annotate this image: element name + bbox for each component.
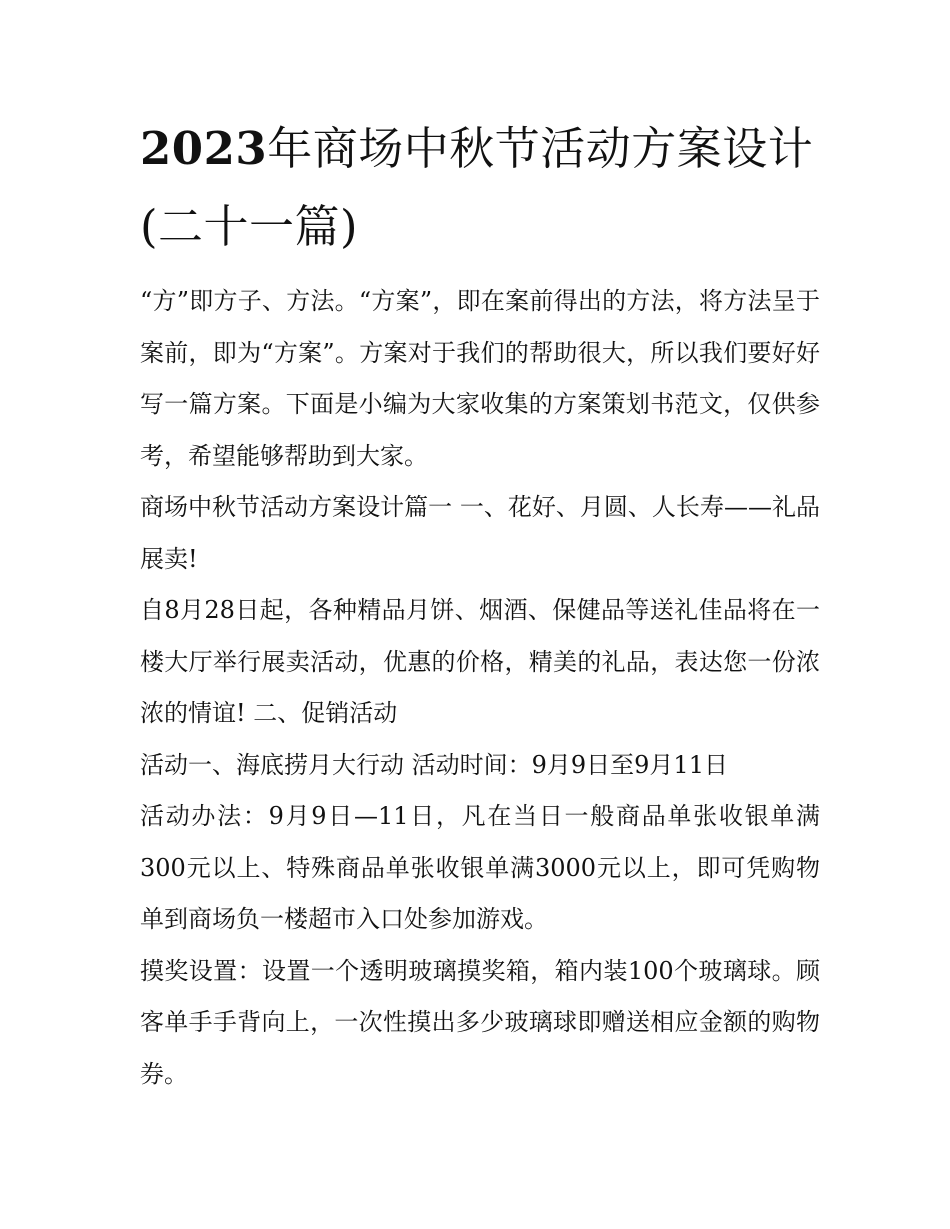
intro-paragraph: “方”即方子、方法。“方案”，即在案前得出的方法，将方法呈于案前，即为“方案”。方案对于我们的帮助很大，所以我们要好好写一篇方案。下面是小编为大家收集的方案策划书范文，仅供参考，希望能够帮助到大家。 [140,287,820,470]
document-body [140,276,820,1100]
activity-method-paragraph: 活动办法：9月9日—11日，凡在当日一般商品单张收银单满300元以上、特殊商品单张收银单满3000元以上，即可凭购物单到商场负一楼超市入口处参加游戏。 [140,802,820,933]
document-title [140,110,820,266]
section-heading-paragraph: 商场中秋节活动方案设计篇一 一、花好、月圆、人长寿——礼品展卖! [140,493,820,573]
title-text: 年商场中秋节活动方案设计(二十一篇) [140,122,814,253]
gift-sale-paragraph: 自8月28日起，各种精品月饼、烟酒、保健品等送礼佳品将在一楼大厅举行展卖活动，优惠的价格，精美的礼品，表达您一份浓浓的情谊! 二、促销活动 [140,596,820,727]
document-content [140,110,820,1100]
lottery-setup-paragraph: 摸奖设置：设置一个透明玻璃摸奖箱，箱内装100个玻璃球。顾客单手手背向上，一次性摸出多少玻璃球即赠送相应金额的购物券。 [140,956,820,1088]
title-year: 2023 [140,122,268,175]
activity-time-paragraph: 活动一、海底捞月大行动 活动时间：9月9日至9月11日 [140,750,728,779]
